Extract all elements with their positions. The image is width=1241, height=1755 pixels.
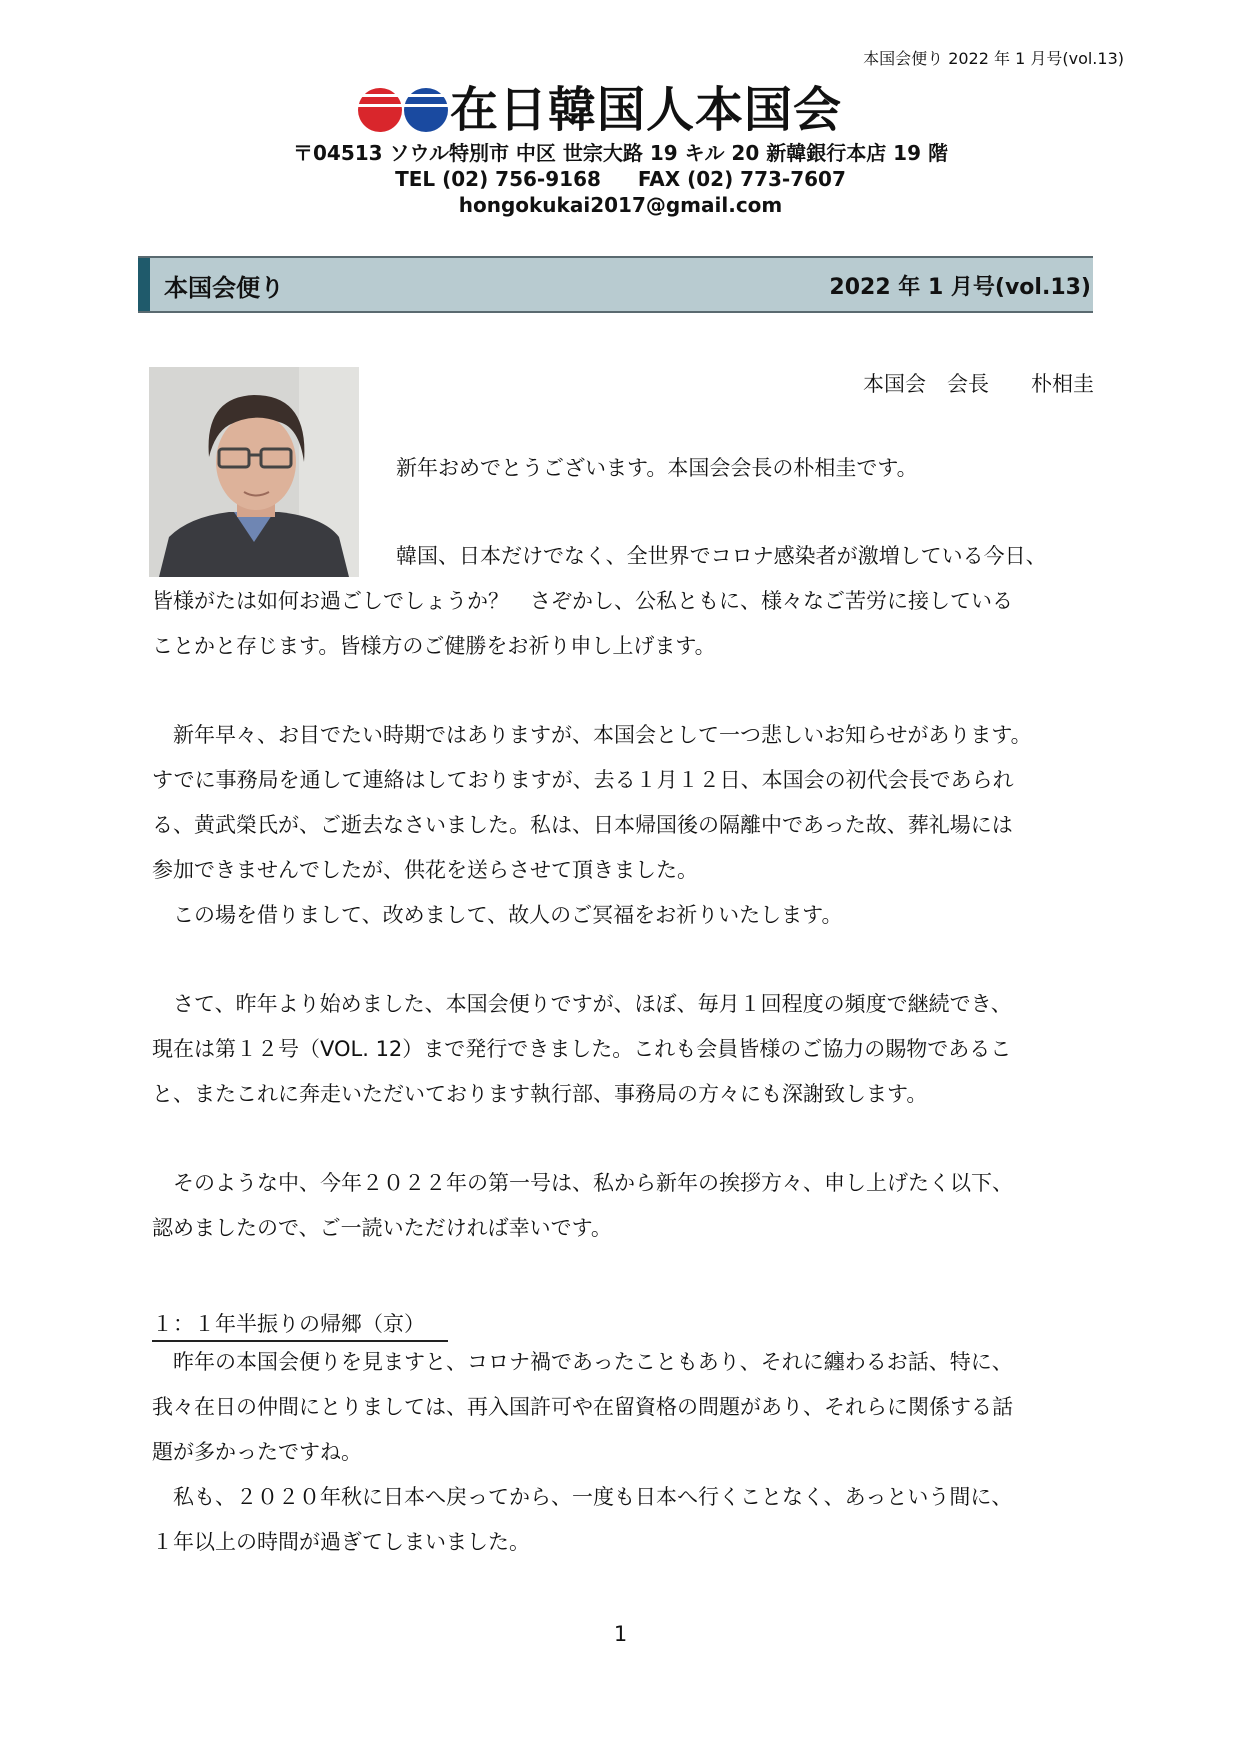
masthead [0,82,1241,142]
page-number: 1 [613,1622,628,1646]
body-line: そのような中、今年２０２２年の第一号は、私から新年の挨拶方々、申し上げたく以下、 [152,1171,1013,1195]
author-byline: 本国会 会長 朴相圭 [863,372,1094,396]
body-line: この場を借りまして、改めまして、故人のご冥福をお祈りいたします。 [152,903,843,927]
running-header: 本国会便り 2022 年 1 月号(vol.13) [863,49,1124,68]
org-name: 在日韓国人本国会 [450,82,843,138]
address: 〒04513 ソウル特別市 中区 世宗大路 19 キル 20 新韓銀行本店 19 階 [293,141,948,165]
body-line: 新年早々、お目でたい時期ではありますが、本国会として一つ悲しいお知らせがあります。 [152,723,1032,747]
body-line: 我々在日の仲間にとりましては、再入国許可や在留資格の問題があり、それらに関係する話 [152,1395,1013,1419]
body-line: と、またこれに奔走いただいております執行部、事務局の方々にも深謝致します。 [152,1082,928,1106]
body-line: 私も、２０２０年秋に日本へ戻ってから、一度も日本へ行くことなく、あっという間に、 [152,1485,1013,1509]
author-photo [149,367,359,577]
body-line: さて、昨年より始めました、本国会便りですが、ほぼ、毎月１回程度の頻度で継続でき、 [152,992,1012,1016]
body-line: １年以上の時間が過ぎてしまいました。 [152,1530,530,1554]
body-line: ことかと存じます。皆様方のご健勝をお祈り申し上げます。 [152,634,716,658]
body-line: 皆様がたは如何お過ごしでしょうか？ さぞかし、公私ともに、様々なご苦労に接している [152,589,1013,613]
body-line: 韓国、日本だけでなく、全世界でコロナ感染者が激増している今日、 [396,544,1047,568]
body-line: 題が多かったですね。 [152,1440,362,1464]
newsletter-title: 本国会便り [164,274,284,302]
email: hongokukai2017@gmail.com [458,193,783,217]
phone-line [0,166,1241,192]
tel: TEL (02) 756-9168 [395,167,601,191]
contact-block [0,140,1241,218]
body-line: 現在は第１２号（VOL. 12）まで発行できました。これも会員皆様のご協力の賜物であるこ [152,1037,1012,1061]
body-line: 認めましたので、ご一読いただければ幸いです。 [152,1216,612,1240]
newsletter-title-bar [138,256,1093,313]
body-line: 昨年の本国会便りを見ますと、コロナ禍であったこともあり、それに纏わるお話、特に、 [152,1350,1013,1374]
section-heading: １：１年半振りの帰郷（京） [152,1308,448,1342]
body-line: 参加できませんでしたが、供花を送らさせて頂きました。 [152,858,698,882]
title-bar-accent [138,258,150,311]
body-line: すでに事務局を通して連絡はしておりますが、去る１月１２日、本国会の初代会長であられ [152,768,1014,792]
body-line: る、黄武榮氏が、ご逝去なさいました。私は、日本帰国後の隔離中であった故、葬礼場には [152,813,1013,837]
issue-label: 2022 年 1 月号(vol.13) [829,275,1091,300]
fax: FAX (02) 773-7607 [637,167,846,191]
body-line: 新年おめでとうございます。本国会会長の朴相圭です。 [396,456,918,480]
